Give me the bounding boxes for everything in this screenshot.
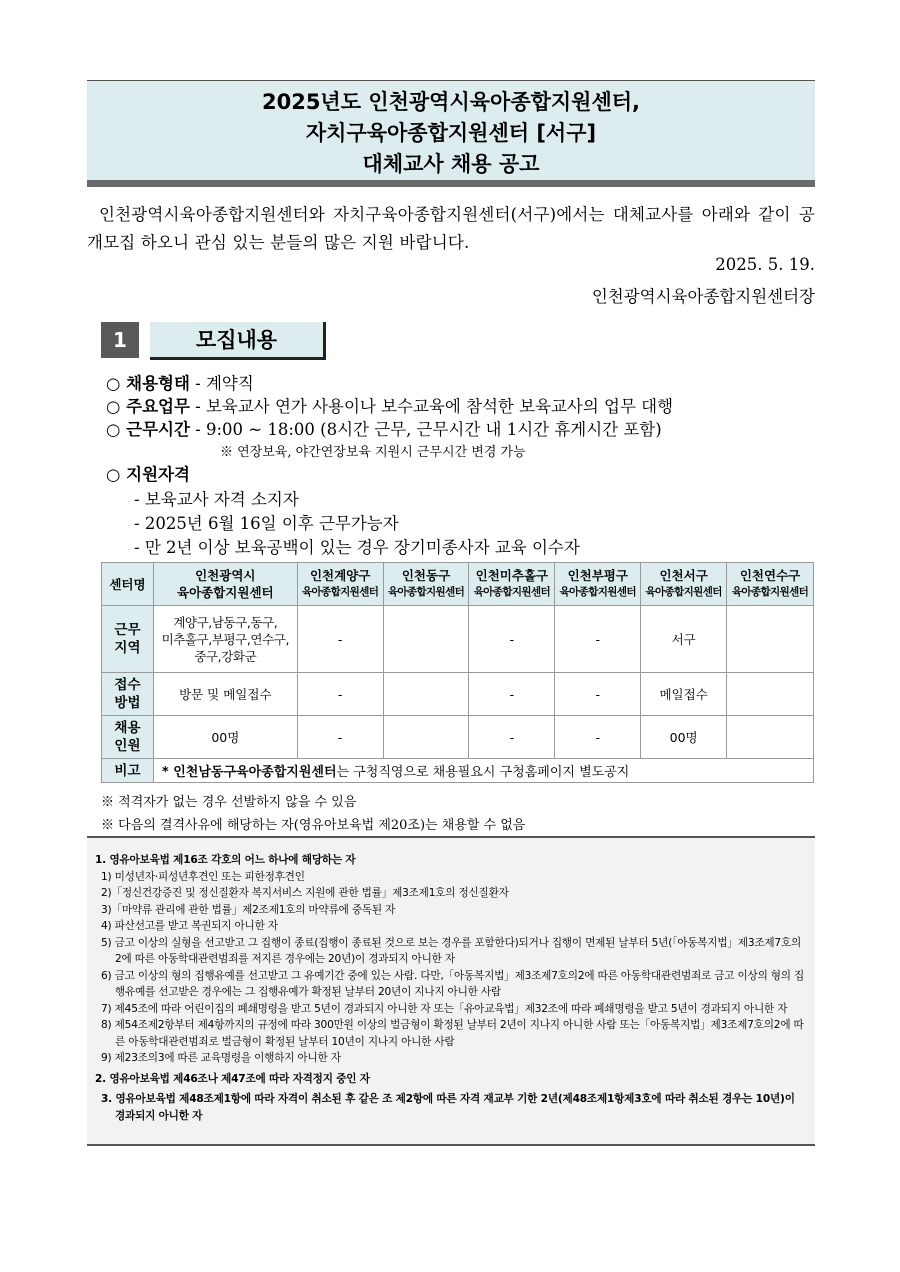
table-cell: - — [469, 606, 555, 673]
footnote-2: ※ 다음의 결격사유에 해당하는 자(영유아보육법 제20조)는 채용할 수 없음 — [101, 818, 526, 833]
disq-item: 9) 제23조의3에 따른 교육명령을 이행하지 아니한 자 — [101, 1052, 341, 1064]
disq-item: 7) 제45조에 따라 어린이집의 폐쇄명령을 받고 5년이 경과되지 아니한 자 또는「유아교육법」제32조에 따라 폐쇄명령을 받고 5년이 경과되지 아니한 자 — [101, 1002, 788, 1015]
section-number: 1 — [101, 322, 139, 358]
header-michuhol: 인천미추홀구 육아종합지원센터 — [469, 563, 555, 606]
row-header-headcount: 채용 인원 — [102, 716, 154, 759]
table-cell — [383, 673, 469, 716]
title-underline — [87, 180, 815, 187]
notice-title — [87, 80, 815, 180]
disq-heading-3: 3. 영유아보육법 제48조제1항에 따라 자격이 취소된 후 같은 조 제2항에 따른 자격 재교부 기한 2년(제48조제1항제3호에 따라 취소된 경우는 10년)이 경과되지 아니한 자 — [101, 1093, 795, 1122]
table-cell: 서구 — [641, 606, 727, 673]
table-cell: 방문 및 메일접수 — [153, 673, 297, 716]
table-cell: - — [469, 716, 555, 759]
disq-item: 8) 제54조제2항부터 제4항까지의 규정에 따라 300만원 이상의 벌금형이 확정된 날부터 2년이 지나지 아니한 사람 또는「아동복지법」제3조제7호의2에 따른 아동학대관련범죄로 벌금형이 확정된 날부터 10년이 지나지 아니한 사람 — [101, 1019, 804, 1048]
header-donggu: 인천동구 육아종합지원센터 — [383, 563, 469, 606]
table-cell: 메일접수 — [641, 673, 727, 716]
qualification-3: - 만 2년 이상 보육공백이 있는 경우 장기미종사자 교육 이수자 — [134, 538, 580, 557]
header-center-name: 센터명 — [102, 563, 154, 606]
table-cell: - — [297, 673, 383, 716]
main-duty-value: - 보육교사 연가 사용이나 보수교육에 참석한 보육교사의 업무 대행 — [189, 397, 674, 416]
intro-paragraph: 인천광역시육아종합지원센터와 자치구육아종합지원센터(서구)에서는 대체교사를 아래와 같이 공개모집 하오니 관심 있는 분들의 많은 지원 바랍니다. — [87, 205, 815, 252]
row-header-work-area: 근무 지역 — [102, 606, 154, 673]
qualification-label: ○ 지원자격 — [106, 465, 190, 484]
employment-type — [106, 370, 254, 394]
header-bupyeong: 인천부평구 육아종합지원센터 — [555, 563, 641, 606]
table-cell: 00명 — [153, 716, 297, 759]
work-hours-value: - 9:00 ~ 18:00 (8시간 근무, 근무시간 내 1시간 휴게시간 포함) — [189, 420, 662, 439]
main-duty-label: ○ 주요업무 — [106, 397, 190, 416]
table-note-row — [102, 759, 814, 783]
disq-item: 5) 금고 이상의 실형을 선고받고 그 집행이 종료(집행이 종료된 것으로 보는 경우를 포함한다)되거나 집행이 면제된 날부터 5년(「아동복지법」제3조제7호의2에 따른 아동학대관련범죄를 저지른 경우에는 20년)이 경과되지 아니한 자 — [101, 936, 802, 965]
table-cell: - — [297, 606, 383, 673]
work-hours-note: ※ 연장보육, 야간연장보육 지원시 근무시간 변경 가능 — [220, 445, 526, 460]
disq-item: 2)「정신건강증진 및 정신질환자 복지서비스 지원에 관한 법률」제3조제1호의 정신질환자 — [101, 887, 509, 899]
row-header-application: 접수 방법 — [102, 673, 154, 716]
table-cell — [383, 716, 469, 759]
table-cell: - — [469, 673, 555, 716]
table-note — [153, 759, 813, 783]
table-note-rest: 는 구청직영으로 채용필요시 구청홈페이지 별도공지 — [336, 765, 630, 780]
disq-item: 4) 파산선고를 받고 복권되지 아니한 자 — [101, 920, 278, 932]
row-header-note: 비고 — [102, 759, 154, 783]
qualification-1: - 보육교사 자격 소지자 — [134, 490, 299, 509]
table-cell — [383, 606, 469, 673]
recruitment-table — [101, 562, 814, 783]
work-hours — [106, 416, 662, 440]
header-seogu: 인천서구 육아종합지원센터 — [641, 563, 727, 606]
header-gyeyang: 인천계양구 육아종합지원센터 — [297, 563, 383, 606]
disq-heading-1: 1. 영유아보육법 제16조 각호의 어느 하나에 해당하는 자 — [95, 854, 356, 866]
main-duty — [106, 393, 673, 417]
qualification-2: - 2025년 6월 16일 이후 근무가능자 — [134, 514, 399, 533]
title-line-3: 대체교사 채용 공고 — [362, 152, 540, 176]
table-header-row — [102, 563, 814, 606]
section-title: 모집내용 — [150, 322, 326, 360]
table-row — [102, 716, 814, 759]
table-cell — [727, 673, 814, 716]
table-cell: - — [297, 716, 383, 759]
table-cell: 00명 — [641, 716, 727, 759]
table-cell: - — [555, 673, 641, 716]
title-line-2: 자치구육아종합지원센터 [서구] — [305, 121, 597, 145]
work-hours-label: ○ 근무시간 — [106, 420, 190, 439]
disq-item: 3)「마약류 관리에 관한 법률」제2조제1호의 마약류에 중독된 자 — [101, 903, 396, 916]
header-yeonsu: 인천연수구 육아종합지원센터 — [727, 563, 814, 606]
table-cell — [727, 716, 814, 759]
table-cell: 계양구,남동구,동구, 미추홀구,부평구,연수구, 중구,강화군 — [153, 606, 297, 673]
table-cell: - — [555, 606, 641, 673]
disq-item: 1) 미성년자·피성년후견인 또는 피한정후견인 — [101, 870, 305, 883]
notice-date: 2025. 5. 19. — [715, 255, 815, 274]
employment-type-label: ○ 채용형태 — [106, 374, 190, 393]
disqualification-box — [87, 836, 815, 1146]
disq-item: 6) 금고 이상의 형의 집행유예를 선고받고 그 유예기간 중에 있는 사람. 다만,「아동복지법」제3조제7호의2에 따른 아동학대관련범죄로 금고 이상의 형의 집행유예를 선고받은 경우에는 그 집행유예가 확정된 날부터 20년이 지나지 아니한 사람 — [101, 969, 805, 998]
employment-type-value: - 계약직 — [189, 374, 254, 393]
table-cell: - — [555, 716, 641, 759]
title-line-1: 2025년도 인천광역시육아종합지원센터, — [261, 90, 641, 114]
header-incheon-metro: 인천광역시 육아종합지원센터 — [153, 563, 297, 606]
table-note-bold: * 인천남동구육아종합지원센터 — [161, 765, 337, 780]
footnote-1: ※ 적격자가 없는 경우 선발하지 않을 수 있음 — [101, 795, 357, 810]
issuer-name: 인천광역시육아종합지원센터장 — [591, 287, 815, 306]
table-cell — [727, 606, 814, 673]
disq-heading-2: 2. 영유아보육법 제46조나 제47조에 따라 자격정지 중인 자 — [95, 1072, 370, 1085]
table-row — [102, 673, 814, 716]
table-row — [102, 606, 814, 673]
